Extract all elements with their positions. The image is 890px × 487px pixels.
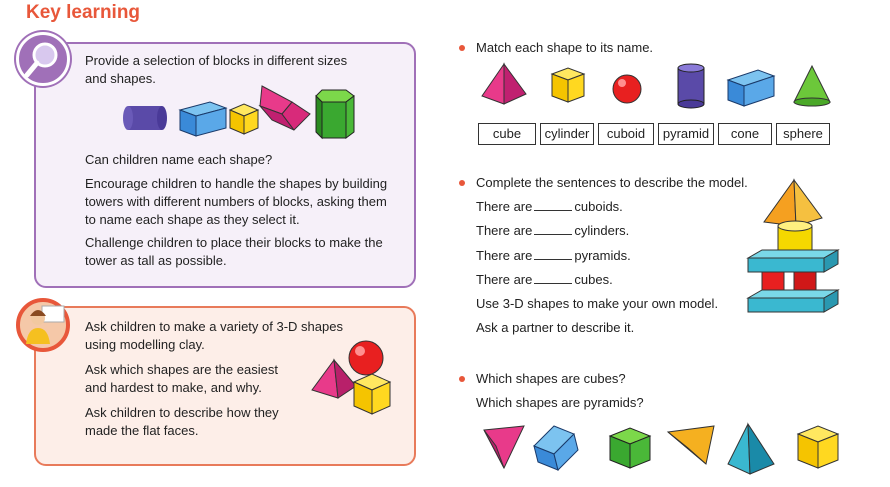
sentence-cylinders: There are cylinders.: [476, 223, 630, 238]
tower-model-illustration: [746, 178, 846, 318]
magnifier-icon: [19, 35, 67, 83]
sentence-cubes: There are cubes.: [476, 272, 613, 287]
card2-paragraph-1: Ask children to make a variety of 3-D shapes using modelling clay.: [85, 319, 343, 352]
pyramid-shape: [728, 424, 774, 474]
question-cubes: Which shapes are cubes?: [476, 371, 626, 386]
answer-blank[interactable]: [534, 271, 572, 284]
answer-blank[interactable]: [534, 198, 572, 211]
card1-question: Can children name each shape?: [85, 152, 273, 167]
label-cylinder[interactable]: cylinder: [540, 123, 594, 145]
shape-name-labels: [478, 123, 830, 145]
hexagonal-prism-block: [316, 90, 354, 138]
cylinder-shape: [678, 64, 704, 108]
cube-shape: [552, 68, 584, 102]
pyramid-top: [764, 180, 822, 226]
card1-paragraph-3: Challenge children to place their blocks to make the tower as tall as possible.: [85, 235, 383, 268]
label-cube[interactable]: cube: [478, 123, 536, 145]
card2-paragraph-2: Ask which shapes are the easiest and hardest to make, and why.: [85, 362, 278, 395]
mixed-shapes-row: [478, 422, 858, 478]
card1-paragraph-1: Provide a selection of blocks in different sizes and shapes.: [85, 53, 348, 86]
bullet: [459, 180, 465, 186]
label-cuboid[interactable]: cuboid: [598, 123, 654, 145]
blocks-illustration: [122, 84, 362, 144]
cube-shape: [354, 374, 390, 414]
cuboid-shape: [728, 70, 774, 106]
cube-shape: [534, 426, 578, 470]
card1-paragraph-2: Encourage children to handle the shapes by building towers with different numbers of blocks, asking them to name each shape as they select it.: [85, 176, 388, 227]
match-prompt: Match each shape to its name.: [476, 40, 654, 55]
label-pyramid[interactable]: pyramid: [658, 123, 714, 145]
pyramid-shape: [312, 360, 356, 398]
cone-shape: [794, 66, 830, 106]
cylinder-block: [123, 106, 167, 130]
ask-partner-line: Ask a partner to describe it.: [476, 320, 635, 335]
card2-paragraph-3: Ask children to describe how they made the flat faces.: [85, 405, 279, 438]
complete-prompt: Complete the sentences to describe the model.: [476, 175, 748, 190]
cube-shape: [610, 428, 650, 468]
magnifier-badge: [16, 32, 70, 86]
bullet: [459, 45, 465, 51]
sphere-shape: [613, 75, 641, 103]
sentence-pyramids: There are pyramids.: [476, 248, 631, 263]
cuboid-lower: [748, 290, 838, 312]
cubes-red: [762, 272, 816, 292]
prism-block: [260, 86, 310, 130]
page-title: Key learning: [26, 2, 141, 23]
label-sphere[interactable]: sphere: [776, 123, 830, 145]
pyramid-shape: [668, 426, 714, 464]
cube-shape: [798, 426, 838, 468]
pyramid-shape: [484, 426, 524, 468]
sphere-shape: [349, 341, 383, 375]
cuboid-upper: [748, 250, 838, 272]
cylinder-yellow: [778, 221, 812, 254]
clay-shapes-illustration: [310, 338, 400, 418]
cuboid-block: [180, 102, 226, 136]
cube-block: [230, 104, 258, 134]
pyramid-shape: [482, 64, 526, 104]
teacher-icon: [20, 302, 66, 348]
label-cone[interactable]: cone: [718, 123, 772, 145]
teacher-badge: [16, 298, 70, 352]
match-shapes-row: [480, 62, 860, 112]
answer-blank[interactable]: [534, 222, 572, 235]
answer-blank[interactable]: [534, 247, 572, 260]
question-pyramids: Which shapes are pyramids?: [476, 395, 644, 410]
bullet: [459, 376, 465, 382]
use-shapes-line: Use 3-D shapes to make your own model.: [476, 296, 719, 311]
sentence-cuboids: There are cuboids.: [476, 199, 623, 214]
